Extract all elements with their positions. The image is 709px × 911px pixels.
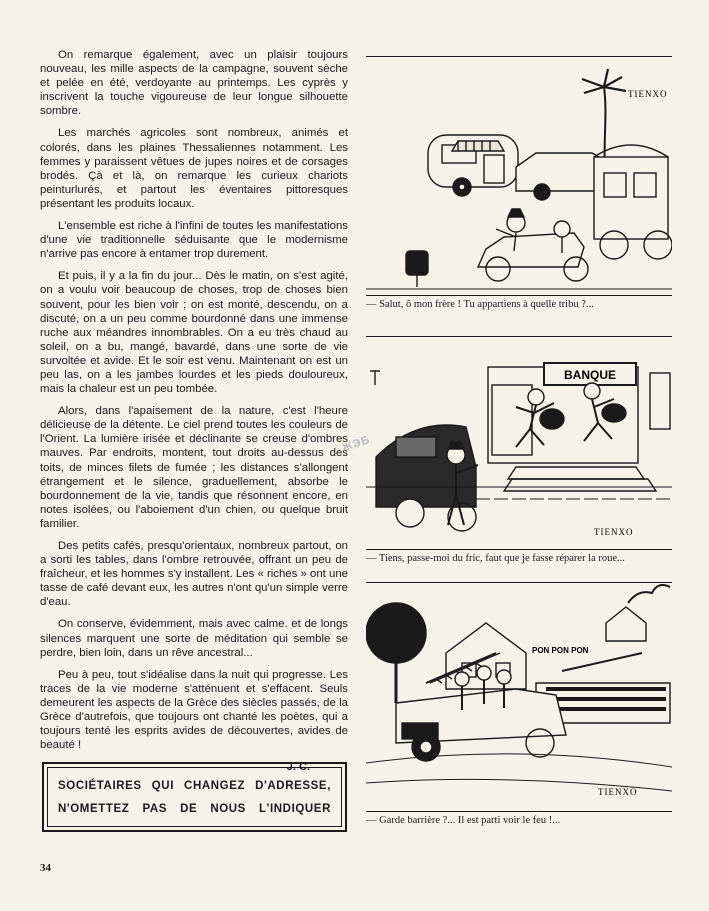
artist-signature: TIENXO (628, 89, 668, 99)
siren-sound: PON PON PON (532, 646, 589, 655)
notice-word: SOCIÉTAIRES (58, 779, 142, 792)
bank-sign: BANQUE (563, 368, 617, 382)
cartoon-caption: — Salut, ô mon frère ! Tu appartiens à quelle tribu ?... (366, 299, 594, 310)
notice-word: CHANGEZ (184, 779, 246, 792)
notice-word: L'INDIQUER (259, 802, 331, 815)
library-stamp: ЖЭБ (340, 433, 372, 455)
article-column (40, 48, 348, 774)
cartoon-caption: — Garde barrière ?... Il est parti voir le feu !... (366, 815, 561, 826)
notice-line-1 (58, 780, 331, 792)
artist-signature: TIENXO (594, 527, 634, 537)
article-paragraph: Alors, dans l'apaisement de la nature, c'est l'heure délicieuse de la détente. Le ciel prend toutes les couleurs de l'Orient. La lumière irisée et déclinante se creuse d'ombres mauves. Par endroits, montent, tout droits au-dessus des toits, de minces filets de fumée ; les distances s'allongent étrangement et le silence, graduellement, absorbe le bourdonnement de la vie, tandis que résonnent encore, en notes isolées, ou l'aboiement d'un chien, ou quelque bruit familier. (40, 405, 348, 530)
cartoon-fire-truck-drawing (366, 583, 672, 811)
article-paragraph: Des petits cafés, presqu'orientaux, nombreux partout, on a sorti les tables, dans l'ombre retrouvée, offrant un peu de fraîcheur, et les hommes s'y installent. Les « riches » ont une tasse de café devant eux, les autres n'ont qu'un simple verre d'eau. (40, 540, 348, 609)
notice-word: QUI (151, 779, 174, 792)
cartoon-bank (366, 336, 672, 564)
cartoon-caravan-drawing (366, 57, 672, 295)
page-number: 34 (40, 862, 51, 874)
artist-signature: TIENXO (598, 787, 638, 797)
notice-line-2 (58, 803, 331, 815)
article-paragraph: Peu à peu, tout s'idéalise dans la nuit qui progresse. Les traces de la vie moderne s'atténuent et s'effacent. Seuls demeurent les aspects de la Grèce des siècles passés, de la Grèce d'autrefois, que toujours ont chanté les poètes, qui a toujours tenté les esprits avides de découvertes, avides de beauté ! (40, 668, 348, 752)
cartoon-bank-drawing (366, 337, 672, 549)
cartoon-fire-truck (366, 582, 672, 826)
article-paragraph: Et puis, il y a la fin du jour... Dès le matin, on s'est agité, on a voulu voir beaucoup de choses, trop de choses bien souvent, pour les bien voir ; on est monté, descendu, on a discuté, on a un peu comme bourdonné dans une immense ruche aux méandres innombrables. On a eu très chaud au soleil, on a bu, mangé, bavardé, dans une sorte de vie survoltée et avide. Et le soir est venu. Maintenant on est un peu las, on a les jambes lourdes et les pieds douloureux, mais la chaleur est un peu tombée. (40, 270, 348, 396)
notice-frame (47, 767, 342, 827)
article-paragraph: L'ensemble est riche à l'infini de toutes les manifestations d'une vie traditionnelle séduisante que le modernisme n'arrive pas encore à entamer trop durement. (40, 220, 348, 261)
article-paragraph: On conserve, évidemment, mais avec calme. et de longs silences marquent une sorte de méditation qui semble se perdre, bien loin, dans un rêve ancestral... (40, 618, 348, 659)
notice-word: N'OMETTEZ (58, 802, 130, 815)
notice-word: D'ADRESSE, (255, 779, 331, 792)
cartoon-caravan (366, 56, 672, 310)
notice-word: DE (180, 802, 198, 815)
article-paragraph: Les marchés agricoles sont nombreux, animés et colorés, dans les plaines Thessaliennes notamment. Les femmes y paraissent vêtues de jupes noires et de corsages brodés. Çà et là, on remarque les curieux chariots peinturlurés, et partout les éventaires pittoresques présentant les produits locaux. (40, 127, 348, 210)
address-change-notice (42, 762, 347, 832)
notice-word: PAS (142, 802, 168, 815)
notice-word: NOUS (210, 802, 246, 815)
article-paragraph: On remarque également, avec un plaisir toujours nouveau, les mille aspects de la campagne, souvent sèche et pelée en été, verdoyante au printemps. Les cyprès y inscrivent la touche vigoureuse de leur longue silhouette sombre. (40, 49, 348, 118)
author-signature: J. C. (286, 761, 310, 774)
cartoon-caption: — Tiens, passe-moi du fric, faut que je fasse réparer la roue... (366, 553, 625, 564)
